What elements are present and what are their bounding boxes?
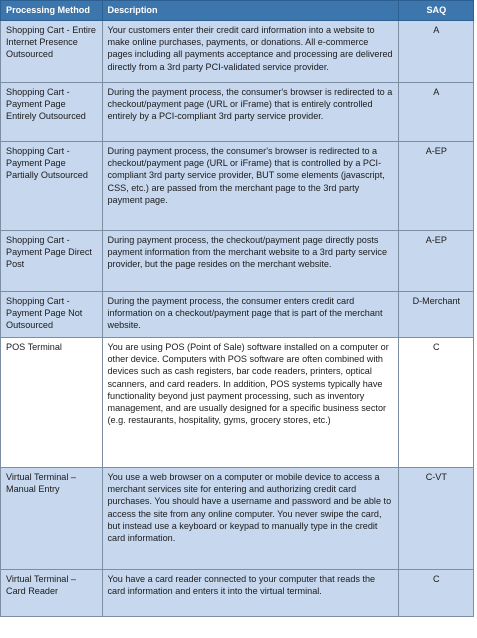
method-cell: Shopping Cart - Payment Page Direct Post (1, 231, 103, 292)
table-row (1, 21, 474, 83)
saq-cell: D-Merchant (398, 292, 473, 338)
table-row (1, 292, 474, 338)
method-cell: Shopping Cart - Payment Page Entirely Outsourced (1, 83, 103, 142)
table-row (1, 142, 474, 231)
saq-cell: A (398, 21, 473, 83)
header-processing-method: Processing Method (1, 1, 103, 21)
saq-cell: C-VT (398, 468, 473, 570)
header-saq: SAQ (398, 1, 473, 21)
table-row (1, 338, 474, 468)
method-cell: Shopping Cart - Payment Page Partially Outsourced (1, 142, 103, 231)
header-description: Description (102, 1, 398, 21)
table-row (1, 83, 474, 142)
method-cell: Virtual Terminal – Card Reader (1, 570, 103, 617)
description-cell: During the payment process, the consumer's browser is redirected to a checkout/payment page (URL or iFrame) that is entirely controlled entirely by a PCI-compliant 3rd party service provider. (102, 83, 398, 142)
saq-cell: A-EP (398, 231, 473, 292)
table-row (1, 231, 474, 292)
description-cell: You have a card reader connected to your computer that reads the card information and enters it into the virtual terminal. (102, 570, 398, 617)
method-cell: Shopping Cart - Entire Internet Presence Outsourced (1, 21, 103, 83)
saq-cell: A (398, 83, 473, 142)
method-cell: Virtual Terminal – Manual Entry (1, 468, 103, 570)
saq-cell: A-EP (398, 142, 473, 231)
saq-cell: C (398, 570, 473, 617)
header-row (1, 1, 474, 21)
saq-cell: C (398, 338, 473, 468)
description-cell: You use a web browser on a computer or mobile device to access a merchant services site for entering and authorizing credit card purchases. You should have a username and password and be able to access the site from any online computer. You never swipe the card, but instead use a keyboard or keypad to manually type in the credit card information. (102, 468, 398, 570)
description-cell: During payment process, the consumer's browser is redirected to a checkout/payment page (URL or iFrame) that is controlled by a PCI-compliant 3rd party service provider, BUT some elements (javascript, CSS, etc.) are passed from the merchant page to the 3rd party payment page. (102, 142, 398, 231)
description-cell: Your customers enter their credit card information into a website to make online purchases, payments, or donations. All e-commerce pages including all payments acceptance and processing are delivered directly from a 3rd party PCI-validated service provider. (102, 21, 398, 83)
description-cell: You are using POS (Point of Sale) software installed on a computer or other device. Computers with POS software are often combined with devices such as cash registers, bar code readers, printers, optical scanners, and card readers. In addition, POS systems typically have functionality beyond just payment processing, such as inventory management, and are usually designed for a specific business sector (e.g. restaurants, hospitality, gyms, grocery stores, etc.) (102, 338, 398, 468)
table-row (1, 468, 474, 570)
description-cell: During the payment process, the consumer enters credit card information on a checkout/payment page that is part of the merchant website. (102, 292, 398, 338)
table-row (1, 570, 474, 617)
method-cell: POS Terminal (1, 338, 103, 468)
description-cell: During payment process, the checkout/payment page directly posts payment information from the merchant website to a 3rd party service provider, but the page resides on the merchant website. (102, 231, 398, 292)
method-cell: Shopping Cart - Payment Page Not Outsourced (1, 292, 103, 338)
